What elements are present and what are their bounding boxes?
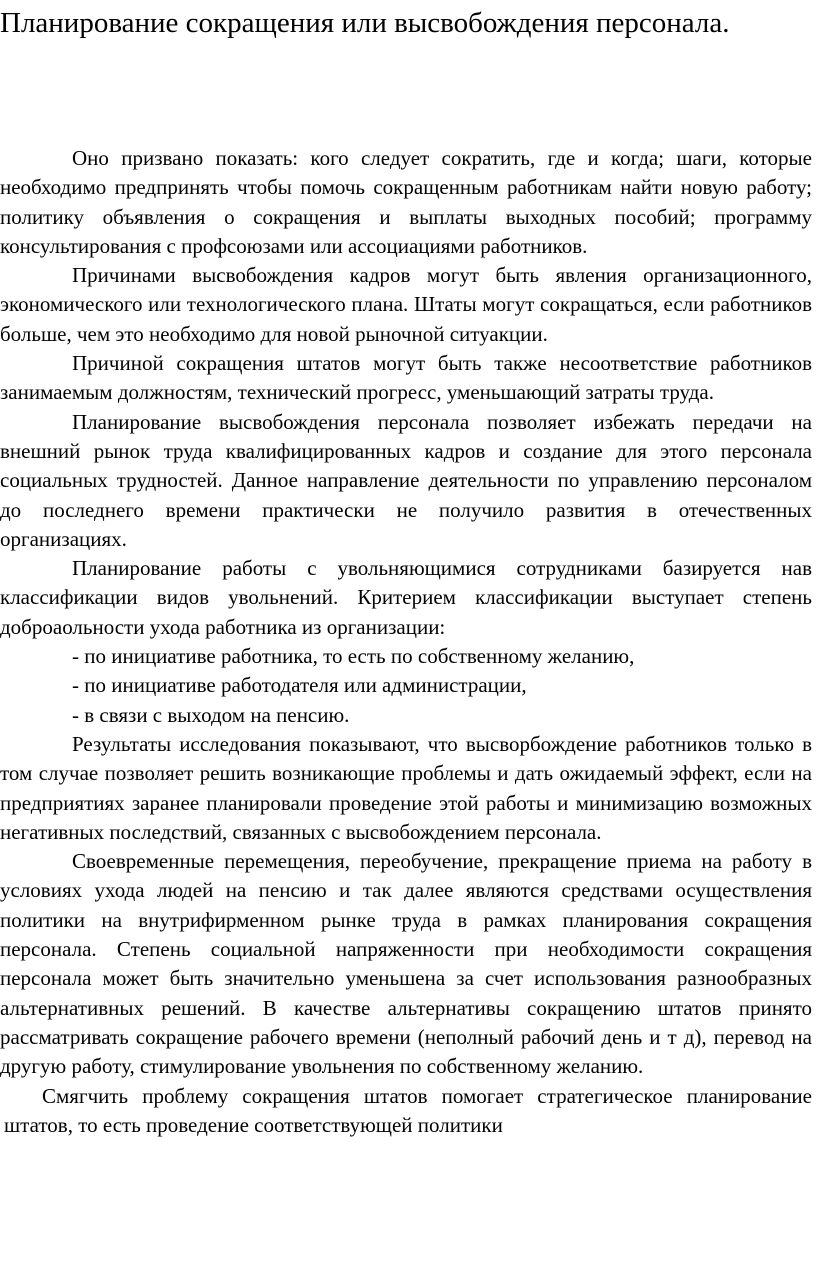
paragraph-research-results: Результаты исследования показывают, что высворбождение работников только в том случае позволяет решить возникающие проблемы и дать ожидаемый эффект, если на предприятиях заранее планировали проведение этой работы и минимизацию возможных негативных последствий, связанных с высвобождением персонала. <box>0 731 812 844</box>
paragraph-strategic-planning: Смягчить проблему сокращения штатов помогает стратегическое планирование штатов, то есть проведение соответствующей политики <box>4 1083 812 1137</box>
document-body <box>0 144 812 1140</box>
document-title: Планирование сокращения или высвобождения персонала. <box>0 7 730 39</box>
paragraph-mismatch: Причиной сокращения штатов могут быть также несоответствие работников занимаемым должностям, технический прогресс, уменьшающий затраты труда. <box>0 351 812 405</box>
paragraph-purpose: Оно призвано показать: кого следует сократить, где и когда; шаги, которые необходимо предпринять чтобы помочь сокращенным работникам найти новую работу; политику объявления о сокращения и выплаты выходных пособий; программу консультирования с профсоюзами или ассоциациями работников. <box>0 146 812 258</box>
paragraph-planning-release: Планирование высвобождения персонала позволяет избежать передачи на внешний рынок труда квалифицированных кадров и создание для этого персонала социальных трудностей. Данное направление деятельности по управлению персоналом до последнего времени практически не получило развития в отечественных организациях. <box>0 409 812 551</box>
paragraph-alternatives: Своевременные перемещения, переобучение, прекращение приема на работу в условиях ухода людей на пенсию и так далее являются средствами осуществления политики на внутрифирменном рынке труда в рамках планирования сокращения персонала. Степень социальной напряженности при необходимости сокращения персонала может быть значительно уменьшена за счет использования разнообразных альтернативных решений. В качестве альтернативы сокращению штатов принято рассматривать сокращение рабочего времени (неполный рабочий день и т д), перевод на другую работу, стимулирование увольнения по собственному желанию. <box>0 849 812 1079</box>
list-item-employer-initiative: - по инициативе работодателя или администрации, <box>72 673 527 698</box>
list-item-retirement: - в связи с выходом на пенсию. <box>72 702 350 727</box>
paragraph-reasons: Причинами высвобождения кадров могут быть явления организационного, экономического или технологического плана. Штаты могут сокращаться, если работников больше, чем это необходимо для новой рыночной ситуакции. <box>0 263 812 346</box>
list-item-employee-initiative: - по инициативе работника, то есть по собственному желанию, <box>72 644 635 669</box>
paragraph-classification: Планирование работы с увольняющимися сотрудниками базируется нав классификации видов увольнений. Критерием классификации выступает степень доброаольности ухода работника из организации: <box>0 556 812 639</box>
